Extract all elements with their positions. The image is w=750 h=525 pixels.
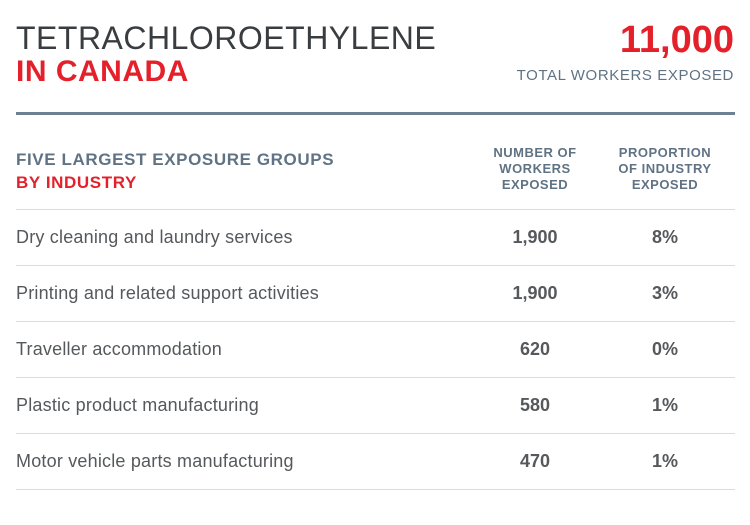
workers-exposed: 1,900 — [512, 227, 558, 247]
workers-exposed: 580 — [519, 395, 551, 415]
total-workers-number: 11,000 — [619, 19, 734, 61]
header — [16, 20, 734, 90]
table-header — [16, 145, 735, 205]
industry-name: Dry cleaning and laundry services — [16, 227, 293, 247]
industry-name: Motor vehicle parts manufacturing — [16, 451, 294, 471]
proportion-exposed: 3% — [651, 283, 678, 303]
proportion-exposed: 8% — [651, 227, 678, 247]
workers-exposed: 470 — [519, 451, 551, 471]
table-row — [16, 321, 735, 377]
page-subtitle: IN CANADA — [16, 55, 189, 88]
table-row — [16, 209, 735, 265]
total-workers-label: TOTAL WORKERS EXPOSED — [516, 67, 734, 84]
proportion-exposed: 1% — [651, 451, 678, 471]
table-row — [16, 265, 735, 321]
table-row — [16, 433, 735, 490]
industry-name: Printing and related support activities — [16, 283, 319, 303]
column-header-workers: NUMBER OF WORKERS EXPOSED — [493, 145, 577, 192]
workers-exposed: 1,900 — [512, 283, 558, 303]
proportion-exposed: 1% — [651, 395, 678, 415]
table-row — [16, 377, 735, 433]
column-header-proportion: PROPORTION OF INDUSTRY EXPOSED — [618, 145, 712, 192]
proportion-exposed: 0% — [651, 339, 678, 359]
group-title: FIVE LARGEST EXPOSURE GROUPS — [16, 150, 335, 169]
industry-name: Plastic product manufacturing — [16, 395, 259, 415]
table-body — [16, 209, 735, 490]
workers-exposed: 620 — [519, 339, 551, 359]
group-subtitle: BY INDUSTRY — [16, 173, 137, 192]
industry-name: Traveller accommodation — [16, 339, 223, 359]
page-title: TETRACHLOROETHYLENE — [16, 20, 437, 56]
header-divider — [16, 112, 735, 115]
